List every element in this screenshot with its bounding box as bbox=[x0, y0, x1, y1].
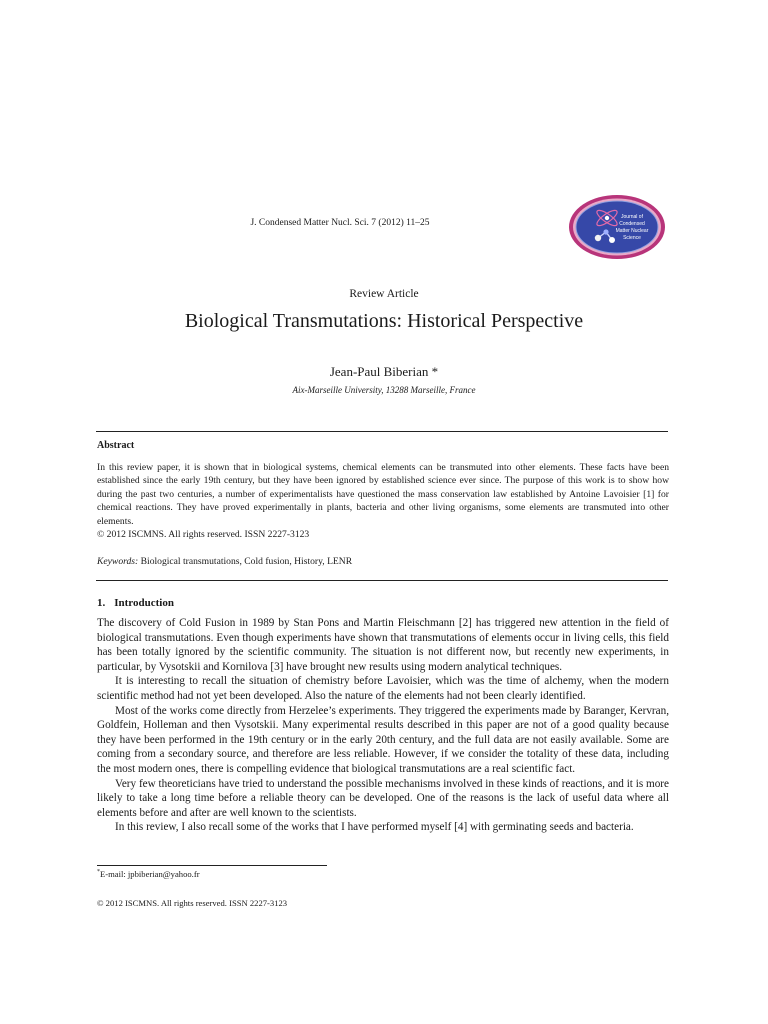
abstract-heading: Abstract bbox=[97, 440, 135, 451]
footnote-email: E-mail: jpbiberian@yahoo.fr bbox=[100, 869, 200, 879]
keywords bbox=[97, 556, 352, 567]
journal-logo bbox=[568, 194, 666, 260]
abstract-copyright: © 2012 ISCMNS. All rights reserved. ISSN 2227-3123 bbox=[97, 529, 310, 541]
logo-text-line: Science bbox=[623, 235, 641, 241]
section-heading bbox=[97, 597, 174, 609]
abstract-top-rule bbox=[96, 431, 668, 432]
footnote-rule bbox=[97, 865, 327, 866]
footnote bbox=[97, 869, 200, 879]
section-number: 1. bbox=[97, 597, 106, 609]
footnote-mark: * bbox=[97, 869, 100, 876]
logo-text-line: Condensed bbox=[619, 221, 645, 227]
logo-text-line: Matter Nuclear bbox=[615, 228, 649, 234]
author-name: Jean-Paul Biberian * bbox=[329, 364, 439, 379]
author-affiliation: Aix-Marseille University, 13288 Marseille, France bbox=[292, 385, 476, 395]
paragraph: The discovery of Cold Fusion in 1989 by Stan Pons and Martin Fleischmann [2] has triggered new attention in the field of biological transmutations. Even though experiments have shown that transmutations of elements occur in living cells, this field has been totally ignored by the scientific community. The situation is not different now, but recently new experiments, in particular, by Vysotskii and Kornilova [3] have brought new results using modern analytical techniques. bbox=[97, 617, 669, 673]
abstract-bottom-rule bbox=[96, 580, 668, 581]
paragraph: Most of the works come directly from Herzelee’s experiments. They triggered the experiments made by Baranger, Kervran, Goldfein, Holleman and then Vysotskii. Many experimental results described in this paper are not of a good quality because they have been performed in the 19th century or in the early 20th century, and the full data are not easily available. Some are coming from a secondary source, and therefore are less reliable. However, if we consider the totality of these data, including the most modern ones, there is compelling evidence that biological transmutations are a real scientific fact. bbox=[97, 704, 669, 775]
abstract-text: In this review paper, it is shown that in biological systems, chemical elements can be transmuted into other elements. These facts have been established since the early 19th century, but they have been ignored by established science ever since. The purpose of this work is to show how during the past two centuries, a number of experimentalists have questioned the mass conservation law established by Antoine Lavoisier [1] for chemical reactions. They have proved experimentally in plants, bacteria and other living organisms, some elements are transmuted into other elements. bbox=[97, 462, 669, 527]
paper-title: Biological Transmutations: Historical Perspective bbox=[184, 310, 584, 332]
paragraph: In this review, I also recall some of the works that I have performed myself [4] with germinating seeds and bacteria. bbox=[115, 821, 634, 834]
introduction-body bbox=[97, 616, 669, 835]
article-type: Review Article bbox=[349, 288, 419, 300]
keywords-label: Keywords: bbox=[97, 556, 139, 567]
journal-citation: J. Condensed Matter Nucl. Sci. 7 (2012) 11–25 bbox=[250, 218, 430, 228]
logo-text-line: Journal of bbox=[621, 214, 643, 220]
paragraph: It is interesting to recall the situation of chemistry before Lavoisier, which was the time of alchemy, when the modern scientific method had not yet been developed. Also the nature of the elements had not been clearly identified. bbox=[97, 675, 669, 702]
paragraph: Very few theoreticians have tried to understand the possible mechanisms involved in these kinds of reactions, and it is more likely to take a long time before a reliable theory can be developed. One of the reasons is the lack of useful data where all elements before and after are well known to the scientists. bbox=[97, 777, 669, 819]
abstract-body bbox=[97, 461, 669, 541]
section-title: Introduction bbox=[114, 597, 174, 609]
footer-copyright: © 2012 ISCMNS. All rights reserved. ISSN 2227-3123 bbox=[97, 898, 288, 908]
keywords-text: Biological transmutations, Cold fusion, History, LENR bbox=[140, 556, 353, 567]
